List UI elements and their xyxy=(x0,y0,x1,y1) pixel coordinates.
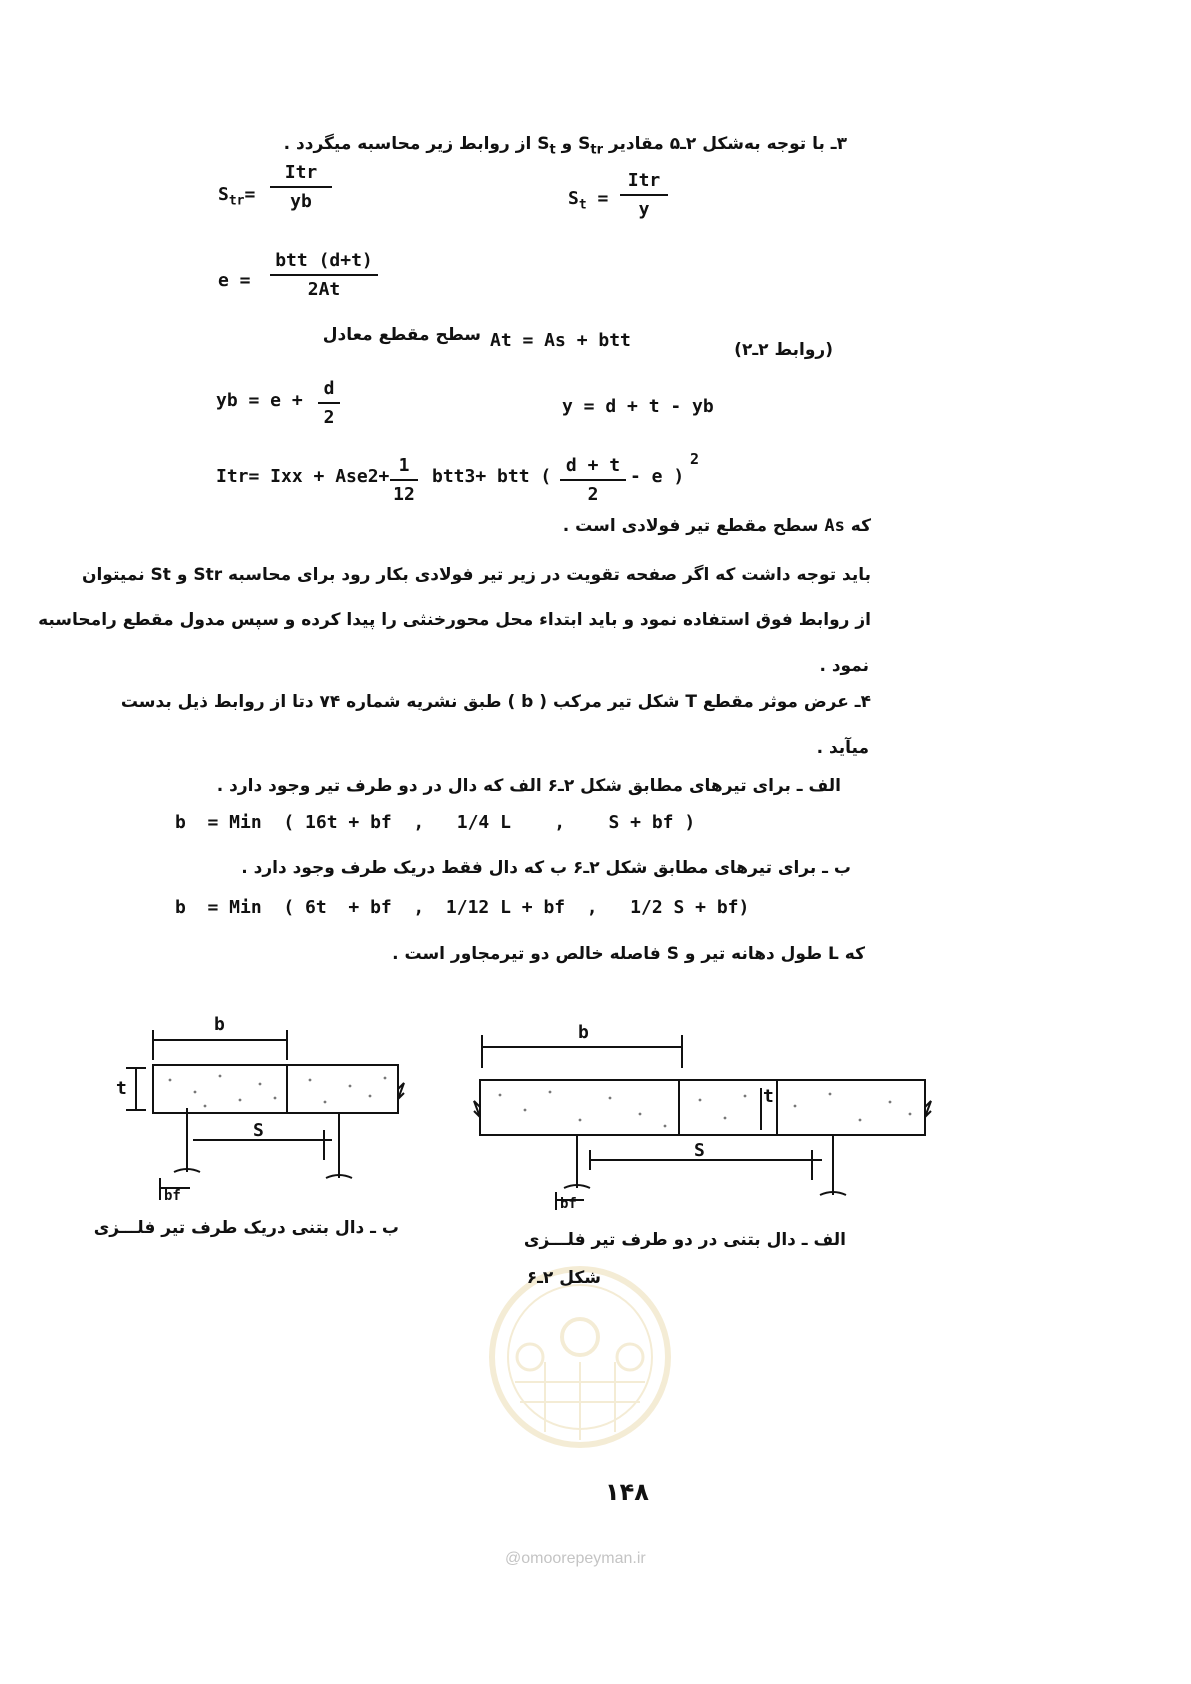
itr-exponent: 2 xyxy=(690,450,700,468)
dim-bf-label-right: bf xyxy=(560,1196,577,1210)
figure-left-caption: ب ـ دال بتنی دریک طرف تیر فلـــزی xyxy=(93,1218,399,1238)
paragraph-line-3: نمود . xyxy=(819,656,869,676)
itr-middle: btt3+ btt ( xyxy=(432,466,552,487)
dim-s-label: S xyxy=(253,1120,264,1141)
str-lhs: $S_{tr}=$ xyxy=(218,184,256,209)
itr-tail: - e ) xyxy=(630,466,685,487)
figure-right-caption: الف ـ دال بتنی در دو طرف تیر فلـــزی xyxy=(523,1230,846,1250)
item4-line-2: میآید . xyxy=(816,738,869,758)
itr-expression: Itr= Ixx + Ase2+ xyxy=(216,466,390,487)
case-b-formula: b = Min ( 6t + bf , 1/12 L + bf , 1/2 S + bf) xyxy=(175,897,750,918)
watermark-site: @omoorepeyman.ir xyxy=(505,1550,646,1567)
item3-heading: ۳ـ با توجه به‌شکل ۲ـ۵ مقادیر $S_{tr}$ و $S_t$ از روابط زیر محاسبه میگردد . xyxy=(283,134,847,158)
paragraph-line-2: از روابط فوق استفاده نمود و باید ابتداء محل محورخنثی را پیدا کرده و سپس مدول مقطع رامحاسبه xyxy=(38,610,871,630)
dim-t-label: t xyxy=(116,1078,127,1099)
e-fraction: btt (d+t) 2At xyxy=(270,250,378,300)
figure-caption: شکل ۲ـ۶ xyxy=(526,1268,601,1288)
case-a-formula: b = Min ( 16t + bf , 1/4 L , S + bf ) xyxy=(175,812,696,833)
at-label: سطح مقطع معادل xyxy=(322,325,481,345)
figure-one-sided-slab xyxy=(110,1010,420,1210)
y-expression: y = d + t - yb xyxy=(562,396,714,417)
dim-t-label-right: t xyxy=(763,1086,774,1107)
itr-frac-1-12: $\frac{1}{12}$ xyxy=(390,455,418,505)
st-lhs: $S_t$ = xyxy=(568,188,609,213)
figure-two-sided-slab xyxy=(450,1010,950,1210)
paragraph-line-1: باید توجه داشت که اگر صفحه تقویت در زیر تیر فولادی بکار رود برای محاسبه Str و St نمیتوان xyxy=(81,565,871,585)
case-a-text: الف ـ برای تیرهای مطابق شکل ۲ـ۶ الف که دال در دو طرف تیر وجود دارد . xyxy=(216,776,841,796)
dim-b-label-right: b xyxy=(578,1022,589,1043)
page-number: ۱۴۸ xyxy=(605,1478,649,1506)
dim-s-label-right: S xyxy=(694,1140,705,1161)
dim-bf-label: bf xyxy=(164,1188,181,1204)
str-fraction: Itr yb xyxy=(270,162,332,212)
st-fraction: Itr y xyxy=(620,170,668,220)
itr-frac-dt-2: $\frac{d + t}{2}$ xyxy=(560,455,626,505)
relation-group-label: (روابط ۲ـ۲) xyxy=(734,340,833,360)
dim-b-label: b xyxy=(214,1014,225,1035)
l-note: که L طول دهانه تیر و S فاصله خالص دو تیرمجاور است . xyxy=(392,944,865,964)
as-note: که As سطح مقطع تیر فولادی است . xyxy=(562,516,871,536)
e-lhs: e = xyxy=(218,270,251,291)
at-expression: At = As + btt xyxy=(490,330,631,351)
case-b-text: ب ـ برای تیرهای مطابق شکل ۲ـ۶ ب که دال فقط دریک طرف وجود دارد . xyxy=(241,858,851,878)
watermark-seal xyxy=(485,1262,675,1452)
yb-fraction: $\frac{d}{2}$ xyxy=(318,378,340,428)
yb-expression: yb = e + xyxy=(216,390,303,411)
item4-line-1: ۴ـ عرض موثر مقطع T شکل تیر مرکب ( b ) طبق نشریه شماره ۷۴ دتا از روابط ذیل بدست xyxy=(120,692,871,712)
